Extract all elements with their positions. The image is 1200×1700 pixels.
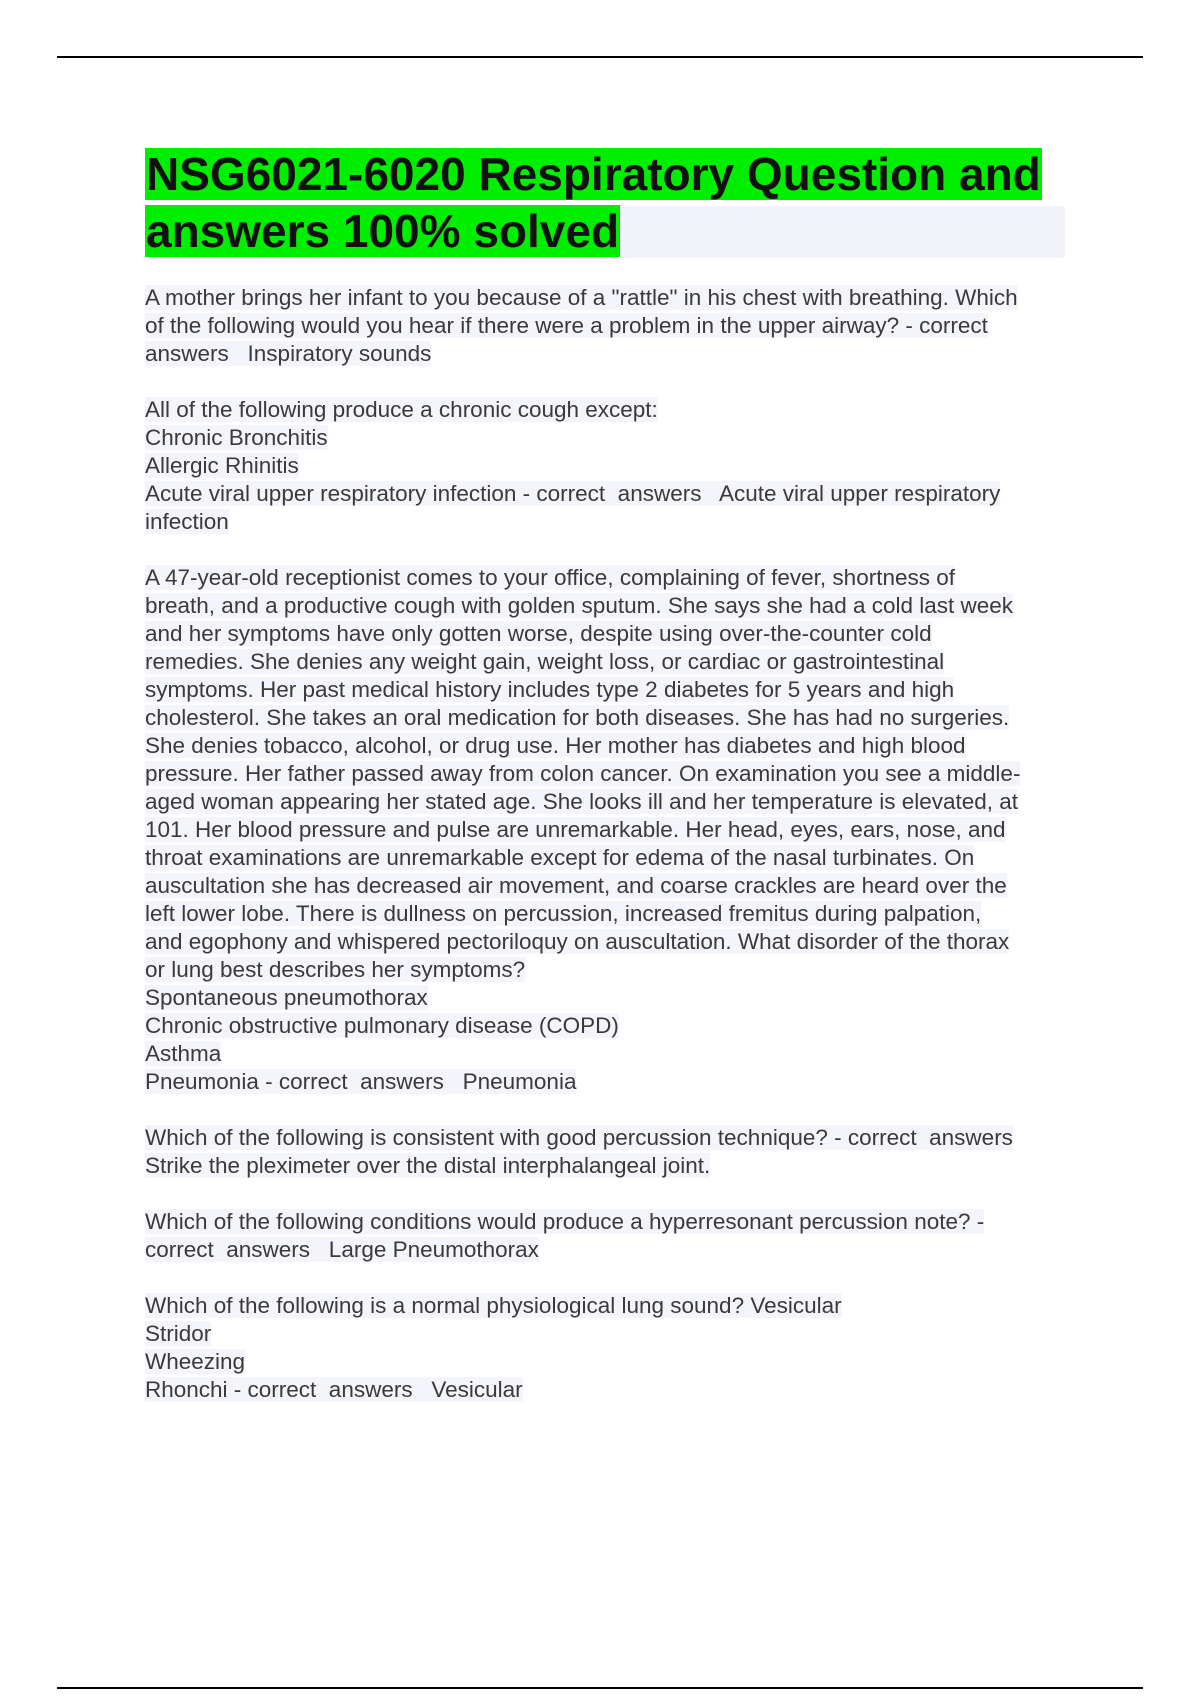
text-line xyxy=(145,788,1090,816)
text-line-content: throat examinations are unremarkable except for edema of the nasal turbinates. On xyxy=(145,845,975,870)
text-line-content: Allergic Rhinitis xyxy=(145,453,299,478)
text-line-content: Strike the pleximeter over the distal interphalangeal joint. xyxy=(145,1153,711,1178)
text-line xyxy=(145,816,1090,844)
text-line xyxy=(145,1376,1090,1404)
text-line xyxy=(145,312,1090,340)
text-line-content: auscultation she has decreased air movement, and coarse crackles are heard over the xyxy=(145,873,1007,898)
text-line-content: Spontaneous pneumothorax xyxy=(145,985,428,1010)
text-line-content: Wheezing xyxy=(145,1349,246,1374)
text-line xyxy=(145,620,1090,648)
qa-block xyxy=(145,1208,1090,1264)
text-line-content: pressure. Her father passed away from colon cancer. On examination you see a middle- xyxy=(145,761,1021,786)
qa-block xyxy=(145,396,1090,536)
text-line-content: Pneumonia - correct answers Pneumonia xyxy=(145,1069,577,1094)
document-title xyxy=(145,146,1090,260)
text-line xyxy=(145,956,1090,984)
text-line xyxy=(145,1292,1090,1320)
text-line xyxy=(145,1348,1090,1376)
text-line xyxy=(145,592,1090,620)
text-line xyxy=(145,340,1090,368)
text-line-content: Acute viral upper respiratory infection - correct answers Acute viral upper respiratory xyxy=(145,481,1001,506)
text-line xyxy=(145,1068,1090,1096)
text-line-content: correct answers Large Pneumothorax xyxy=(145,1237,539,1262)
text-line-content: 101. Her blood pressure and pulse are unremarkable. Her head, eyes, ears, nose, and xyxy=(145,817,1006,842)
text-line-content: A mother brings her infant to you because of a "rattle" in his chest with breathing. Which xyxy=(145,285,1018,310)
text-line-content: and her symptoms have only gotten worse, despite using over-the-counter cold xyxy=(145,621,932,646)
text-line-content: Which of the following conditions would produce a hyperresonant percussion note? - xyxy=(145,1209,985,1234)
qa-block xyxy=(145,1292,1090,1404)
text-line xyxy=(145,284,1090,312)
text-line xyxy=(145,732,1090,760)
text-line-content: aged woman appearing her stated age. She looks ill and her temperature is elevated, at xyxy=(145,789,1019,814)
text-line-content: Which of the following is a normal physiological lung sound? Vesicular xyxy=(145,1293,842,1318)
text-line-content: A 47-year-old receptionist comes to your office, complaining of fever, shortness of xyxy=(145,565,955,590)
text-line-content: Chronic Bronchitis xyxy=(145,425,328,450)
bottom-rule xyxy=(57,1687,1143,1689)
qa-list xyxy=(145,284,1090,1404)
text-line xyxy=(145,984,1090,1012)
text-line xyxy=(145,508,1090,536)
qa-block xyxy=(145,564,1090,1096)
text-line-content: Chronic obstructive pulmonary disease (COPD) xyxy=(145,1013,619,1038)
text-line xyxy=(145,1124,1090,1152)
text-line xyxy=(145,760,1090,788)
text-line-content: or lung best describes her symptoms? xyxy=(145,957,526,982)
text-line xyxy=(145,452,1090,480)
text-line xyxy=(145,1208,1090,1236)
text-line xyxy=(145,1040,1090,1068)
text-line-content: left lower lobe. There is dullness on percussion, increased fremitus during palpation, xyxy=(145,901,982,926)
text-line-content: Stridor xyxy=(145,1321,212,1346)
qa-block xyxy=(145,284,1090,368)
text-line-content: remedies. She denies any weight gain, weight loss, or cardiac or gastrointestinal xyxy=(145,649,945,674)
title-shading xyxy=(620,206,1065,258)
text-line xyxy=(145,676,1090,704)
text-line-content: infection xyxy=(145,509,229,534)
text-line xyxy=(145,844,1090,872)
text-line-content: breath, and a productive cough with golden sputum. She says she had a cold last week xyxy=(145,593,1014,618)
text-line xyxy=(145,704,1090,732)
title-line-2: answers 100% solved xyxy=(146,205,620,257)
top-rule xyxy=(57,56,1143,58)
title-line-1: NSG6021-6020 Respiratory Question and xyxy=(146,148,1041,200)
text-line xyxy=(145,872,1090,900)
text-line-content: All of the following produce a chronic cough except: xyxy=(145,397,658,422)
text-line xyxy=(145,564,1090,592)
text-line xyxy=(145,1236,1090,1264)
text-line-content: symptoms. Her past medical history includes type 2 diabetes for 5 years and high xyxy=(145,677,955,702)
text-line xyxy=(145,480,1090,508)
text-line-content: Which of the following is consistent with good percussion technique? - correct answers xyxy=(145,1125,1013,1150)
text-line xyxy=(145,1152,1090,1180)
text-line xyxy=(145,928,1090,956)
text-line-content: Asthma xyxy=(145,1041,222,1066)
text-line xyxy=(145,1320,1090,1348)
text-line xyxy=(145,1012,1090,1040)
text-line-content: and egophony and whispered pectoriloquy on auscultation. What disorder of the thorax xyxy=(145,929,1010,954)
text-line-content: answers Inspiratory sounds xyxy=(145,341,432,366)
qa-block xyxy=(145,1124,1090,1180)
text-line-content: She denies tobacco, alcohol, or drug use. Her mother has diabetes and high blood xyxy=(145,733,966,758)
text-line xyxy=(145,424,1090,452)
text-line-content: of the following would you hear if there were a problem in the upper airway? - correct xyxy=(145,313,988,338)
document-body xyxy=(145,146,1090,1432)
text-line-content: cholesterol. She takes an oral medication for both diseases. She has had no surgeries. xyxy=(145,705,1010,730)
text-line xyxy=(145,396,1090,424)
text-line xyxy=(145,648,1090,676)
text-line xyxy=(145,900,1090,928)
text-line-content: Rhonchi - correct answers Vesicular xyxy=(145,1377,523,1402)
